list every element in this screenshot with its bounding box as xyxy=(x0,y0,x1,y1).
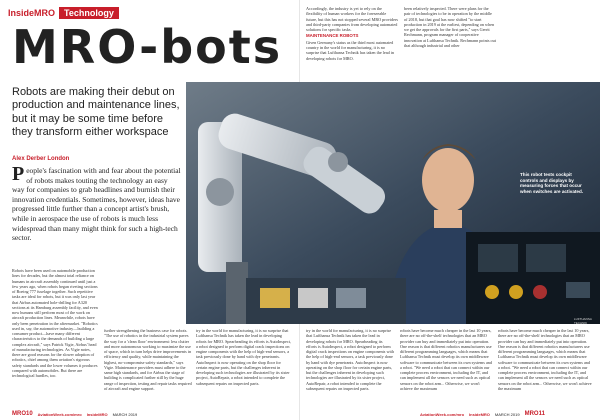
column-right-bottom-d xyxy=(498,328,592,406)
column-text: try in the world for manufacturing, it is no surprise that Lufthansa Technik has taken the lead in developing robots for MRO. Spearheading its efforts is AutoInspect, a robot designed to perform digital crack inspections on engine components with the help of high-end sensors, a task previously done by hand with dye penetrants. AutoInspect is now operating on the shop floor for certain engine parts, but the challenges inherent in developing such technologies are illustrated by its sister project, AutoRepair, a robot intended to complete the subsequent repairs on inspected parts. xyxy=(306,328,394,391)
byline-author: Alex Derber xyxy=(12,156,46,162)
column-text: further strengthening the business case for robots. "The use of robotics in the industrial system paves the way for a 'clean floor' environment: less clutter and more autonomous working to maximize the use of space, which in turn helps drive improvements in efficiency and quality, while maintaining the highest, no-compromise safety standards," says Vigie. Maintenance providers must adhere to the same high standards, and for Airbus the stage of building is complicated further still by the huge range of inspection, testing and repair tasks required of aircraft and engine support. xyxy=(104,328,192,391)
column-right-top-c xyxy=(404,6,496,78)
intro-text: eople's fascination with and fear about the potential of robots makes touting the technology an easy way for companies to grab headlines and burnish their innovation credentials. Sometimes, however, ideas have progressed little further than a concept artist's brush, while in aerospace the use of robots is much less widespread than many might think for such a high-tech sector. xyxy=(12,166,181,243)
column-right-bottom-b xyxy=(306,328,394,406)
column-text: Given Germany's status as the third most automated country in the world for manufacturing, it is no surprise that Lufthansa Technik has taken the lead in developing robots for MRO. xyxy=(306,39,395,61)
footer-right xyxy=(420,410,545,418)
footer-brand: InsideMRO xyxy=(469,411,490,417)
column-text: try in the world for manufacturing, it is no surprise that Lufthansa Technik has taken the lead in developing robots for MRO. Spearheading its efforts is AutoInspect, a robot designed to perform digital crack inspections on engine components with the help of high-end sensors, a task previously done by hand with dye penetrants. AutoInspect is now operating on the shop floor for certain engine parts, but the challenges inherent in developing such technologies are illustrated by its sister project, AutoRepair, a robot intended to complete the subsequent repairs on inspected parts. xyxy=(196,328,291,386)
page-header xyxy=(8,6,119,20)
standfirst: Robots are making their debut on production and maintenance lines, but it may be some time before they transform either workspace xyxy=(12,86,180,139)
section-tag: Technology xyxy=(59,7,119,19)
footer-date: MARCH 2019 xyxy=(112,411,138,417)
robot-lab-photo xyxy=(186,82,600,324)
column-text: robots have become much cheaper in the last 10 years, there are no off-the-shelf technologies that an MRO provider can buy and immediately put into operation. One reason is that different robotics manufacturers use different programming languages, which means that Lufthansa Technik must develop its own middleware software to communicate between its own systems and a robot. "We need a robot that can connect within our complete process environment, including the IT, and can implement all the sensors we need such as optical sensors on the robot arm... Otherwise, we won't achieve the maximum xyxy=(400,328,492,391)
footer-site: AviationWeek.com/mro xyxy=(37,411,82,417)
column-text: robots have become much cheaper in the last 10 years, there are no off-the-shelf technologies that an MRO provider can buy and immediately put into operation. One reason is that different robotics manufacturers use different programming languages, which means that Lufthansa Technik must develop its own middleware software to communicate between its own systems and a robot. "We need a robot that can connect within our complete process environment, including the IT, and can implement all the sensors we need such as optical sensors on the robot arm... Otherwise, we won't achieve the maximum xyxy=(498,328,592,391)
article-title: MRO-bots xyxy=(12,20,283,74)
column-right-bottom-a xyxy=(196,328,292,406)
column-right-bottom-c xyxy=(400,328,492,406)
brand-label: InsideMRO xyxy=(8,8,56,18)
column-middle-bottom xyxy=(104,328,192,406)
page-number: MRO11 xyxy=(524,411,545,417)
page-number: MRO10 xyxy=(12,411,33,417)
photo-credit: LUFTHANSA TECHNIK xyxy=(574,317,592,325)
byline xyxy=(12,156,69,162)
footer-brand: InsideMRO xyxy=(86,411,108,417)
column-text: been relatively inspected. There were plans for the pair of technologies to be in operation by the middle of 2018, but that goal has now shifted "to start production in 2019 at the earliest, depending on when we get the approvals for the first parts," says Gerrit Rechmann, program manager of cooperative innovation at Lufthansa Technik. Rechmann points out that although industrial and other xyxy=(404,6,496,48)
footer-site: AviationWeek.com/mro xyxy=(420,411,465,417)
article-photo xyxy=(186,82,600,324)
column-text: Accordingly, the industry is yet to rely on the flexibility of human workers for the foreseeable future, but this has not stopped several MRO providers and third-party companies from developing automated solutions for specific tasks. xyxy=(306,6,398,32)
subheading: MAINTENANCE ROBOTS xyxy=(306,33,359,39)
photo-caption: This robot tests cockpit controls and displays by measuring forces that occur when switches are activated. xyxy=(520,172,584,195)
footer-left xyxy=(12,410,137,418)
dropcap: P xyxy=(12,163,25,185)
footer-date: MARCH 2019 xyxy=(494,411,520,417)
intro-paragraph xyxy=(12,163,182,243)
column-text: Robots have been used on automobile production lines for decades, but the almost total reliance on humans in aircraft assembly continued until just a few years ago, when robots began riveting sections of Boeing 777 fuselage together. Such repetitive tasks are ideal for robots, but it was only last year that Airbus automated hole-drilling for A320 sections at its Hamburg assembly facility, and even now humans still perform most of the work on aircraft production lines. Meanwhile, robots have only been penetration in the aftermarket. "Robotics used in, say, the automotive industry—building a consumer product—have many different characteristics to the demands of building a large complex aircraft," says Patrick Vigie, Airbus' head of manufacturing technologies. As Vigie notes, there are good reasons for the slower adoption of robotics, chief among them aviation's rigorous safety standards and the lower volumes it produces compared with automobiles. But there are technological hurdles, too. xyxy=(12,268,98,378)
column-left-bottom xyxy=(12,268,98,406)
column-right-top-a xyxy=(306,6,398,78)
byline-location: London xyxy=(47,156,70,162)
